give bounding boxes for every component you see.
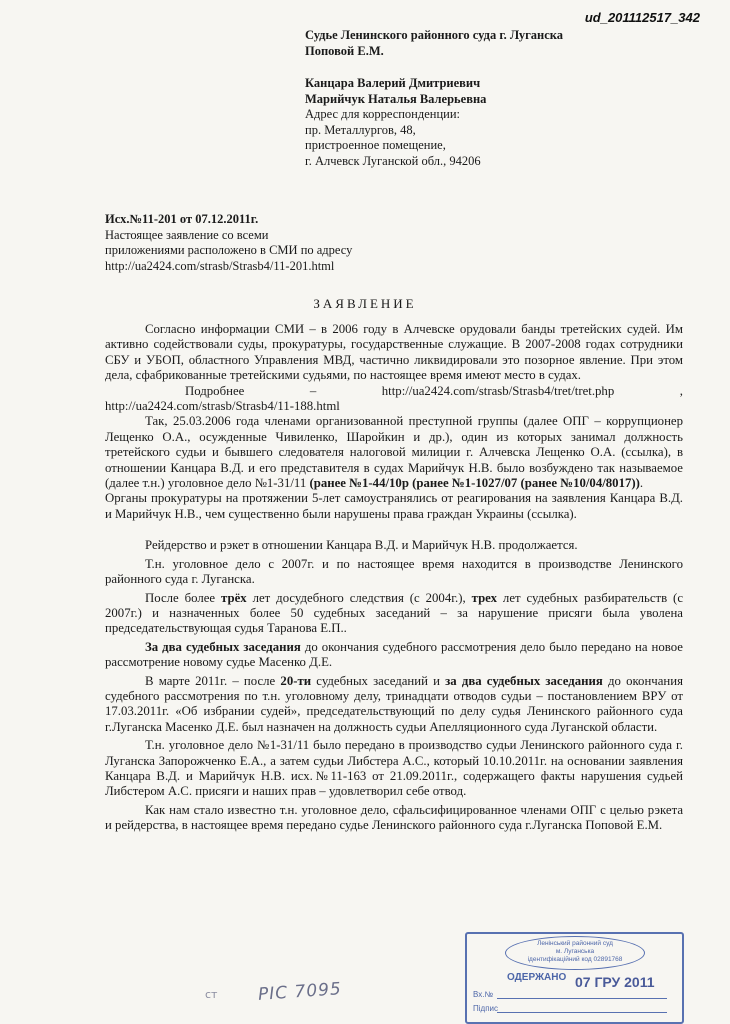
more-link-line <box>105 384 683 399</box>
handwritten-scribble: ст <box>205 988 218 1001</box>
paragraph-2 <box>105 414 683 491</box>
document-id: ud_201112517_342 <box>584 10 700 25</box>
paragraph-9: Т.н. уголовное дело №1-31/11 было передано в производство судьи Ленинского районного суда г. Луганска Запорожченко Е.А., а затем судьи Либстера А.С., который 10.10.2011г. на основании заявления Канцара В.Д. и Марийчук Н.В. исх.№11-163 от 21.09.2011г., содержащего факты нарушения судьей Либстером А.С. присяги и наших прав – удовлетворил себе отвод. <box>105 738 683 799</box>
outgoing-note-1: Настоящее заявление со всеми <box>105 227 269 242</box>
more-url-1: http://ua2424.com/strasb/Strasb4/tret/tret.php <box>381 383 615 398</box>
addressee-court: Судье Ленинского районного суда г. Луганска <box>305 28 564 42</box>
p6-c: лет досудебного следствия (с 2004г.), <box>246 590 472 605</box>
document-title: ЗАЯВЛЕНИЕ <box>313 296 417 311</box>
address-line-3: г. Алчевск Луганской обл., 94206 <box>305 153 481 168</box>
outgoing-note-2: приложениями расположено в СМИ по адресу <box>105 243 353 257</box>
p6-b: трёх <box>221 590 247 605</box>
paragraph-10: Как нам стало известно т.н. уголовное дело, сфальсифицированное членами ОПГ с целью рэкета и рейдерства, в настоящее время передано судье Ленинского районного суда г.Луганска Поповой Е.М. <box>105 802 683 833</box>
stamp-code: ідентифікаційний код 02891768 <box>527 956 623 963</box>
outgoing-block <box>105 212 405 274</box>
p8-c: судебных заседаний и <box>311 673 446 688</box>
stamp-in-label: Вх.№ <box>473 990 494 999</box>
paragraph-8 <box>105 674 683 736</box>
paragraph-6 <box>105 591 683 637</box>
address-label: Адрес для корреспонденции: <box>305 107 461 121</box>
stamp-received: ОДЕРЖАНО <box>507 972 567 983</box>
sender-name-2: Марийчук Наталья Валерьевна <box>305 91 487 106</box>
p8-e: до окончания судебного рассмотрения по т.н. уголовному делу, тринадцати отводов судьи – постановлением ВРУ от 17.03.2011г. «Об избрании судей», председательствующий по делу судья Ленинского районного суда г.Луганска Масенко Д.Е. был назначен на должность судьи Апелляционного суда Луганской области. <box>105 673 683 734</box>
address-line-1: пр. Металлургов, 48, <box>305 122 416 137</box>
address-line-2: пристроенное помещение, <box>305 138 446 152</box>
p2-end: . <box>639 476 644 491</box>
p6-a: После более <box>145 590 222 605</box>
paragraph-5: Т.н. уголовное дело с 2007г. и по настоящее время находится в производстве Ленинского районного суда г. Луганска. <box>105 556 683 587</box>
outgoing-url: http://ua2424.com/strasb/Strasb4/11-201.html <box>105 258 335 273</box>
sender-name-1: Канцара Валерий Дмитриевич <box>305 76 481 90</box>
stamp-court-name: Ленінський районний суд <box>537 940 613 947</box>
paragraph-4: Рейдерство и рэкет в отношении Канцара В.Д. и Марийчук Н.В. продолжается. <box>145 538 578 553</box>
p8-b: 20-ти <box>280 673 312 688</box>
more-url-2: http://ua2424.com/strasb/Strasb4/11-188.html <box>105 399 340 414</box>
addressee-block <box>305 28 705 169</box>
more-label: Подробнее <box>185 383 245 398</box>
stamp-city: м. Луганська <box>555 948 595 955</box>
more-dash: – <box>309 383 317 398</box>
p8-a: В марте 2011г. – после <box>145 673 281 688</box>
stamp-oval <box>505 936 645 970</box>
handwritten-note: PIC 7095 <box>257 979 343 1005</box>
p7-b: до окончания судебного рассмотрения дело было передано на новое рассмотрение новому судье Масенко Д.Е. <box>105 639 683 670</box>
more-comma: , <box>679 383 683 398</box>
paragraph-3: Органы прокуратуры на протяжении 5-лет самоустранялись от реагирования на заявления Канцара В.Д. и Марийчук Н.В., чем существенно были нарушены права граждан Украины (ссылка). <box>105 491 683 521</box>
p6-e: лет судебных разбирательств (с 2007г.) и назначенных более 50 судебных заседаний – за нарушение присяги была уволена председательствующая судья Таранова Е.П.. <box>105 590 683 636</box>
p8-d: за два судебных заседания <box>445 673 603 688</box>
stamp-sign-label: Підпис <box>473 1004 498 1013</box>
outgoing-number: Исх.№11-201 от 07.12.2011г. <box>105 212 259 226</box>
paragraph-7 <box>105 640 683 671</box>
p2-case-numbers: (ранее №1-44/10р (ранее №1-1027/07 (ранее №10/04/8017)) <box>309 476 640 491</box>
p2-text: Так, 25.03.2006 года членами организованной преступной группы (далее ОПГ – коррупционер Лещенко О.А., осужденные Чивиленко, Шаройкин и др.), один из которых занимал должность третейского судьи и бывшего следователя налоговой милиции г. Алчевска Лещенко О.А. (ссылка), в отношении Канцара В.Д. и его представителя в судах Марийчук Н.В. было возбуждено так называемое (далее т.н.) уголовное дело №1-31/11 <box>105 414 683 491</box>
court-received-stamp <box>465 932 684 1024</box>
stamp-date: 07 ГРУ 2011 <box>575 974 655 990</box>
addressee-judge: Поповой Е.М. <box>305 43 384 58</box>
paragraph-1: Согласно информации СМИ – в 2006 году в Алчевске орудовали банды третейских судей. Им активно содействовали суды, прокуратуры, государственные служащие. В 2007-2008 годах сотрудники СБУ и УБОП, областного Управления МВД, частично ликвидировали это позорное явление. При этом дела, сфабрикованные третейскими судьями, по настоящее время имеют место в судах. <box>105 322 683 383</box>
p7-a: За два судебных заседания <box>145 639 301 654</box>
p6-d: трех <box>471 590 498 605</box>
document-body <box>105 322 683 834</box>
